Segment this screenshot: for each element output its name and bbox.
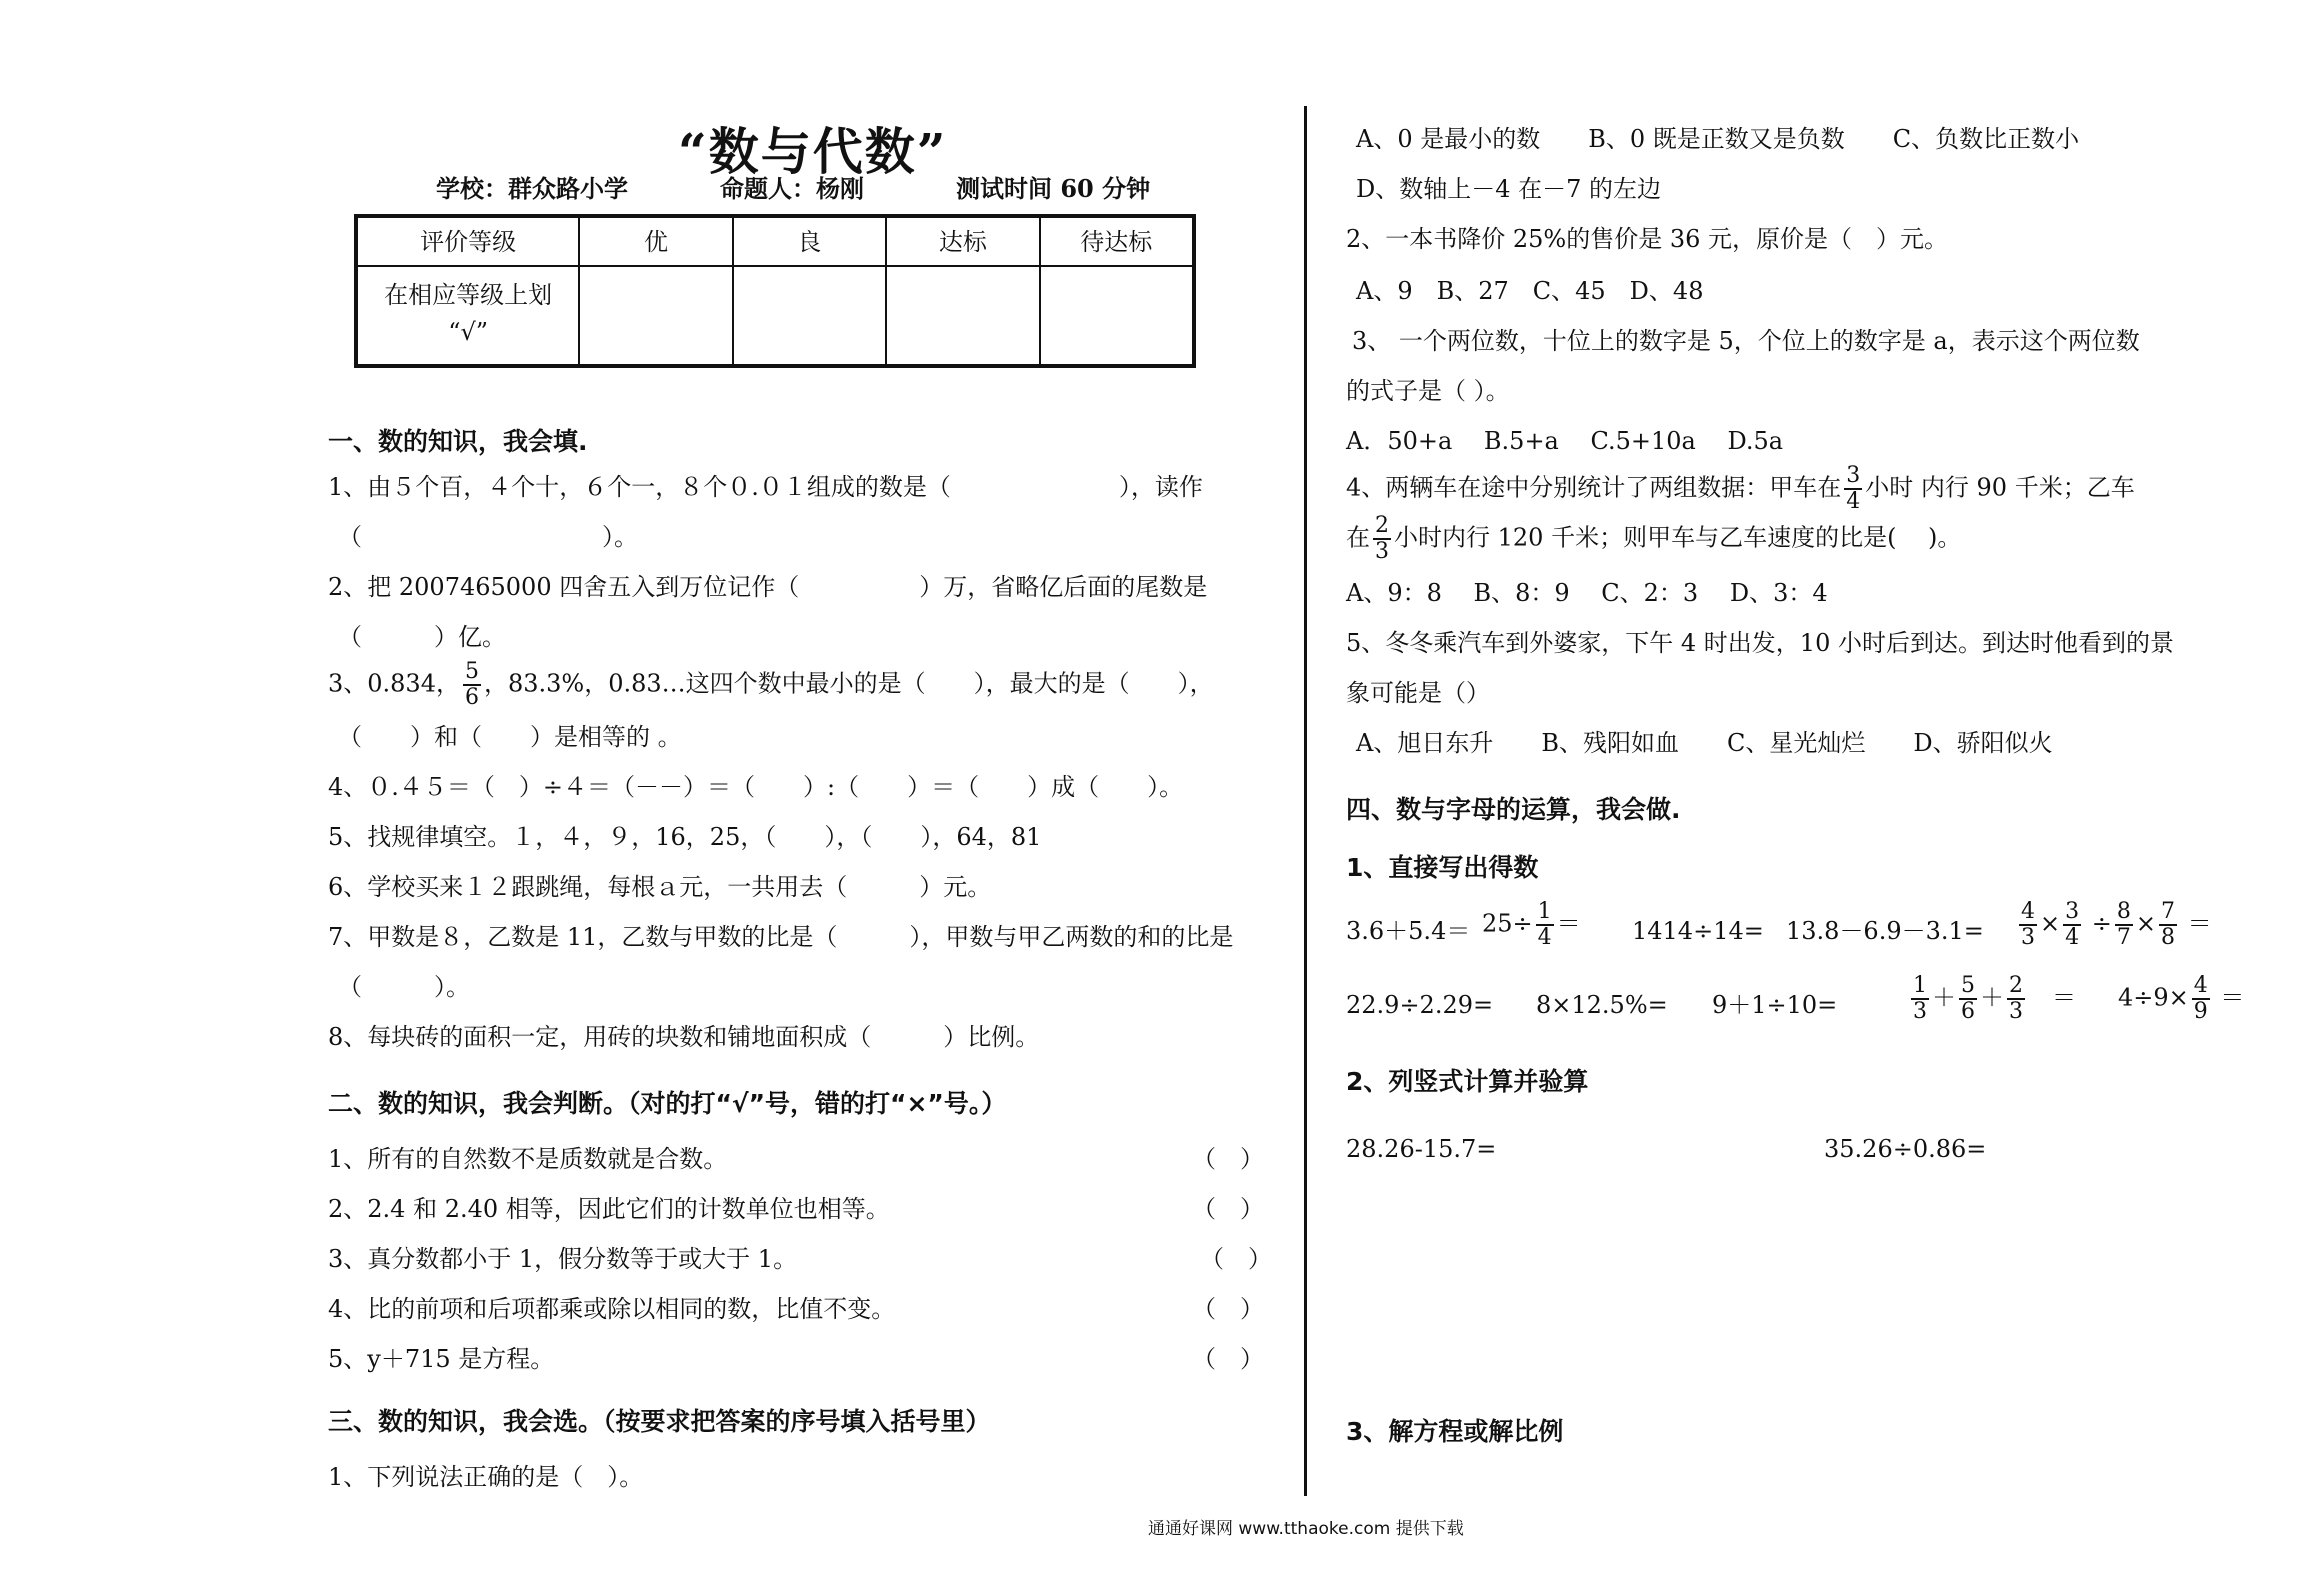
sec3-q4b-post: 小时内行 120 千米；则甲车与乙车速度的比是( )。 [1394,523,1962,552]
eval-header-excellent: 优 [579,216,732,266]
sec2-item-2: 2、2.4 和 2.40 相等，因此它们的计数单位也相等。 [328,1195,890,1223]
fraction: $\frac{5}{6}$ [1961,973,1975,1024]
sec3-q2: 2、一本书降价 25%的售价是 36 元，原价是（ ）元。 [1346,225,1949,253]
sec3-q1-options-line1: A、0 是最小的数 B、0 既是正数又是负数 C、负数比正数小 [1356,125,2080,153]
sec3-q5-options: A、旭日东升 B、残阳如血 C、星光灿烂 D、骄阳似火 [1356,729,2053,757]
sec3-q3-line2: 的式子是（ ）。 [1346,377,1510,405]
sec2-paren-1[interactable]: （ ） [1192,1145,1264,1173]
sec1-q7-line1: 7、甲数是８，乙数是 11，乙数与甲数的比是（ ），甲数与甲乙两数的和的比是 [328,923,1234,951]
sec3-q4-post: 小时 内行 90 千米；乙车 [1865,473,2135,502]
fraction: $\frac{2}{3}$ [1375,513,1389,564]
eval-row-label-line1: 在相应等级上划 [384,281,553,309]
sec1-q4: 4、０.４５＝（ ）÷４＝（－－）＝（ ）:（ ）＝（ ）成（ ）。 [328,773,1184,801]
sec2-paren-3[interactable]: （ ） [1200,1245,1272,1273]
fraction: $\frac{3}{4}$ [2065,899,2080,950]
sec1-q8: 8、每块砖的面积一定，用砖的块数和铺地面积成（ ）比例。 [328,1023,1040,1051]
eval-cell-pass[interactable] [886,266,1039,366]
section-3-title: 三、数的知识，我会选。（按要求把答案的序号填入括号里） [328,1407,991,1436]
fraction: $\frac{8}{7}$ [2116,899,2131,950]
eval-header-level: 评价等级 [356,216,579,266]
time-label: 测试时间 60 分钟 [956,174,1151,203]
eval-cell-excellent[interactable] [579,266,732,366]
eval-row-label [356,266,579,366]
sec3-q4-line1 [1346,464,2135,514]
section-2-title: 二、数的知识，我会判断。（对的打“√”号，错的打“×”号。） [328,1089,1007,1118]
fraction: $\frac{7}{8}$ [2160,899,2175,950]
sec3-q4-line2 [1346,514,1961,564]
math-item: 8×12.5%= [1536,991,1668,1019]
sec4-sub2-title: 2、列竖式计算并验算 [1346,1067,1589,1096]
fraction: $\frac{1}{3}$ [1913,973,1927,1024]
calc-item-2: 35.26÷0.86= [1824,1135,1987,1163]
math-item: 1414÷14= [1632,917,1764,945]
math-item: 22.9÷2.29= [1346,991,1494,1019]
sec1-q7-line2: （ ）。 [338,973,470,1001]
fraction: $\frac{4}{3}$ [2021,899,2035,950]
section-1-title: 一、数的知识，我会填. [328,427,588,456]
eval-cell-good[interactable] [733,266,886,366]
sec1-q5: 5、找规律填空。１，４，９，16，25，（ ），（ ），64，81 [328,823,1042,851]
page-title: “数与代数” [678,122,948,181]
sec1-q3-line1 [328,660,1214,710]
math-item: 9＋1÷10= [1712,991,1838,1019]
sec4-sub1-title: 1、直接写出得数 [1346,853,1539,882]
sec1-q3-line2: （ ）和（ ）是相等的 。 [338,723,682,751]
math-item: $\frac{1}{3}$ ＋ $\frac{5}{6}$ ＋ $\frac{2}{3}$ ＝ [1913,973,2076,1024]
sec1-q3-post: ，83.3%，0.83…这四个数中最小的是（ ），最大的是（ ）， [483,669,1214,698]
sec1-q3-pre: 3、0.834， [328,669,460,698]
sec2-paren-4[interactable]: （ ） [1192,1295,1264,1323]
fraction: $\frac{3}{4}$ [1846,463,1861,514]
school-label: 学校：群众路小学 [436,174,628,203]
eval-row-label-line2: “√” [448,318,489,346]
sec3-q4-pre: 4、两辆车在途中分别统计了两组数据：甲车在 [1346,473,1842,502]
math-item: 25÷ $\frac{1}{4}$ ＝ [1482,899,1581,950]
sec3-q1-options-line2: D、数轴上－4 在－7 的左边 [1356,175,1662,203]
math-item: 3.6＋5.4＝ [1346,917,1471,945]
sec2-item-5: 5、y＋715 是方程。 [328,1345,555,1373]
sec2-item-4: 4、比的前项和后项都乘或除以相同的数，比值不变。 [328,1295,896,1323]
eval-header-good: 良 [733,216,886,266]
footer-credit: 通通好课网 www.tthaoke.com 提供下载 [1148,1519,1464,1539]
math-item: 13.8－6.9－3.1= [1786,917,1984,945]
eval-header-fail: 待达标 [1040,216,1194,266]
fraction: $\frac{5}{6}$ [464,659,479,710]
eval-cell-fail[interactable] [1040,266,1194,366]
sec3-q4-options: A、9：8 B、8：9 C、2：3 D、3：4 [1346,579,1828,607]
math-item: 4÷9× $\frac{4}{9}$ ＝ [2118,973,2245,1024]
calc-item-1: 28.26-15.7= [1346,1135,1497,1163]
sec3-q3-options: A．50+a B.5+a C.5+10a D.5a [1346,427,1784,455]
sec2-item-1: 1、所有的自然数不是质数就是合数。 [328,1145,728,1173]
math-item: $\frac{4}{3}$ × $\frac{3}{4}$ ÷ $\frac{8}{7}$ × $\frac{7}{8}$ ＝ [2021,899,2212,950]
author-label: 命题人：杨刚 [720,174,864,203]
sec1-q1-line2: （ ）。 [338,523,638,551]
sec3-q3-line1: 3、 一个两位数，十位上的数字是 5，个位上的数字是 a，表示这个两位数 [1352,327,2140,355]
fraction: $\frac{2}{3}$ [2009,973,2023,1024]
sec1-q6: 6、学校买来１２跟跳绳，每根ａ元，一共用去（ ）元。 [328,873,992,901]
sec2-paren-2[interactable]: （ ） [1192,1195,1264,1223]
sec3-q5-line1: 5、冬冬乘汽车到外婆家，下午 4 时出发，10 小时后到达。到达时他看到的景 [1346,629,2174,657]
sec1-q2-line2: （ ）亿。 [338,623,506,651]
evaluation-table [354,214,1196,368]
fraction: $\frac{4}{9}$ [2193,973,2208,1024]
sec1-q2-line1: 2、把 2007465000 四舍五入到万位记作（ ）万，省略亿后面的尾数是 [328,573,1208,601]
sec2-paren-5[interactable]: （ ） [1192,1345,1264,1373]
sec1-q1-line1: 1、由５个百，４个十，６个一，８个０.０１组成的数是（ ），读作 [328,473,1203,501]
eval-header-pass: 达标 [886,216,1039,266]
sec3-q5-line2: 象可能是（） [1346,679,1490,707]
sec3-q4b-pre: 在 [1346,523,1370,552]
sec3-q1: 1、下列说法正确的是（ ）。 [328,1463,644,1491]
column-divider [1304,106,1307,1496]
sec2-item-3: 3、真分数都小于 1，假分数等于或大于 1。 [328,1245,798,1273]
section-4-title: 四、数与字母的运算，我会做. [1346,795,1681,824]
fraction: $\frac{1}{4}$ [1537,899,1552,950]
sec4-sub3-title: 3、解方程或解比例 [1346,1417,1564,1446]
sec3-q2-options: A、9 B、27 C、45 D、48 [1356,277,1704,305]
